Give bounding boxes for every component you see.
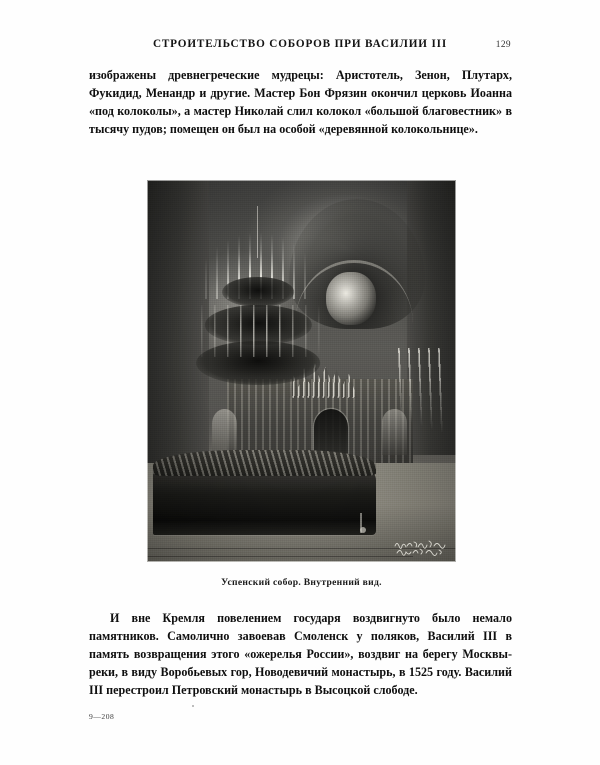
- fresco-highlight: [326, 272, 375, 325]
- figure-caption: Успенский собор. Внутренний вид.: [221, 577, 382, 588]
- running-head: [89, 38, 511, 56]
- floor-seam-lower: [147, 556, 413, 557]
- sheet-signature: 9—208: [89, 712, 115, 721]
- page-speck: [192, 705, 194, 707]
- body-paragraph-first: изображены древнегреческие мудрецы: Аристотель, Зенон, Плутарх, Фукидид, Менандр и другие. Мастер Бон Фрязин окончил церковь Иоанна «под колоколы», а мастер Николай слил колокол «большой благовестник» в тысячу пудов; помещен он был на особой «деревянной колокольнице».: [89, 68, 512, 137]
- shrine-post-knob: [360, 527, 366, 533]
- photograph-content: [147, 180, 456, 562]
- figure-illustration: [147, 180, 456, 562]
- body-paragraph-second: И вне Кремля повелением государя воздвигнуто было немало памятников. Самолично завоевав Смоленск у поляков, Василий III в память возвращения этого «ожерелья России», воздвиг на берегу Москвы-реки, в виду Воробьевых гор, Новодевичий монастырь, в 1525 году. Василий III перестроил Петровский монастырь в Высоцкой слободе.: [89, 611, 512, 698]
- shrine-tomb: [153, 470, 375, 535]
- chandelier-candles-lower: [196, 305, 320, 357]
- chandelier: [196, 226, 320, 425]
- photograph-plate: [147, 180, 456, 562]
- side-candle-stand: [397, 348, 446, 432]
- floor-seam-upper: [147, 548, 456, 549]
- chandelier-tier-1: [222, 277, 294, 307]
- shrine-cloth: [153, 450, 375, 476]
- running-head-title: СТРОИТЕЛЬСТВО СОБОРОВ ПРИ ВАСИЛИИ III: [152, 38, 448, 50]
- page-number: 129: [495, 40, 511, 50]
